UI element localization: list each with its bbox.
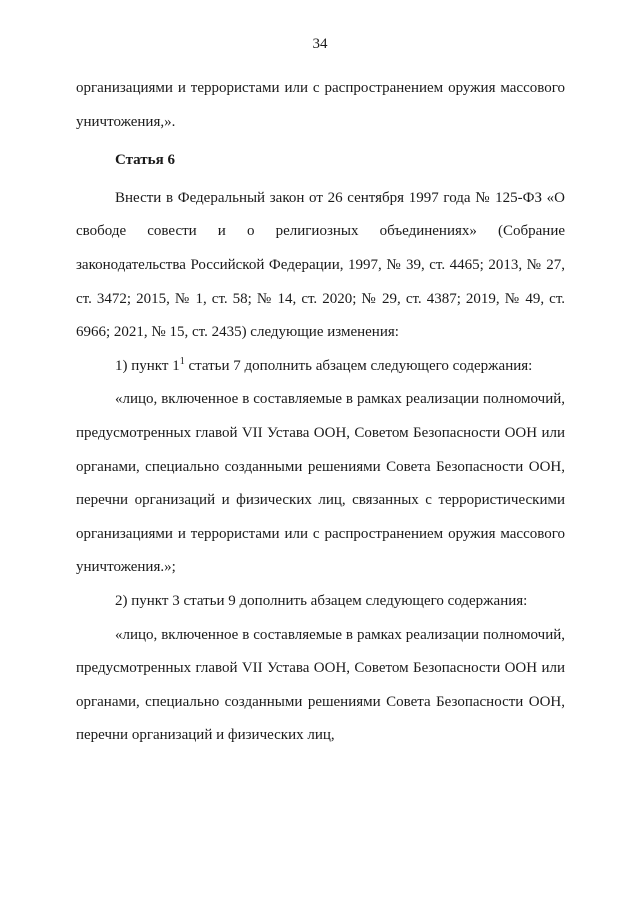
item-1-superscript: 1	[179, 355, 185, 367]
item-1-text-end: статьи 7 дополнить абзацем следующего содержания:	[184, 357, 533, 374]
article-heading: Статья 6	[115, 152, 175, 169]
item-2-quote-paragraph: «лицо, включенное в составляемые в рамках реализации полномочий, предусмотренных главой VII Устава ООН, Советом Безопасности ООН или органами, специально созданными решениями Совета Безопасности ООН, перечни организаций и физических лиц,	[76, 626, 565, 744]
item-1-paragraph	[76, 350, 565, 384]
document-body	[76, 72, 565, 753]
item-1-text-start: 1) пункт 1	[115, 357, 180, 374]
page-number: 34	[312, 36, 328, 52]
intro-paragraph: организациями и террористами или с распространением оружия массового уничтожения,».	[76, 80, 565, 130]
item-2-paragraph: 2) пункт 3 статьи 9 дополнить абзацем следующего содержания:	[115, 592, 528, 609]
article-intro-paragraph: Внести в Федеральный закон от 26 сентября 1997 года № 125-ФЗ «О свободе совести и о религиозных объединениях» (Собрание законодательства Российской Федерации, 1997, № 39, ст. 4465; 2013, № 27, ст. 3472; 2015, № 1, ст. 58; № 14, ст. 2020; № 29, ст. 4387; 2019, № 49, ст. 6966; 2021, № 15, ст. 2435) следующие изменения:	[76, 189, 565, 341]
item-1-quote-paragraph: «лицо, включенное в составляемые в рамках реализации полномочий, предусмотренных главой VII Устава ООН, Советом Безопасности ООН или органами, специально созданными решениями Совета Безопасности ООН, перечни организаций и физических лиц, связанных с террористическими организациями и террористами или с распространением оружия массового уничтожения.»;	[76, 391, 565, 576]
